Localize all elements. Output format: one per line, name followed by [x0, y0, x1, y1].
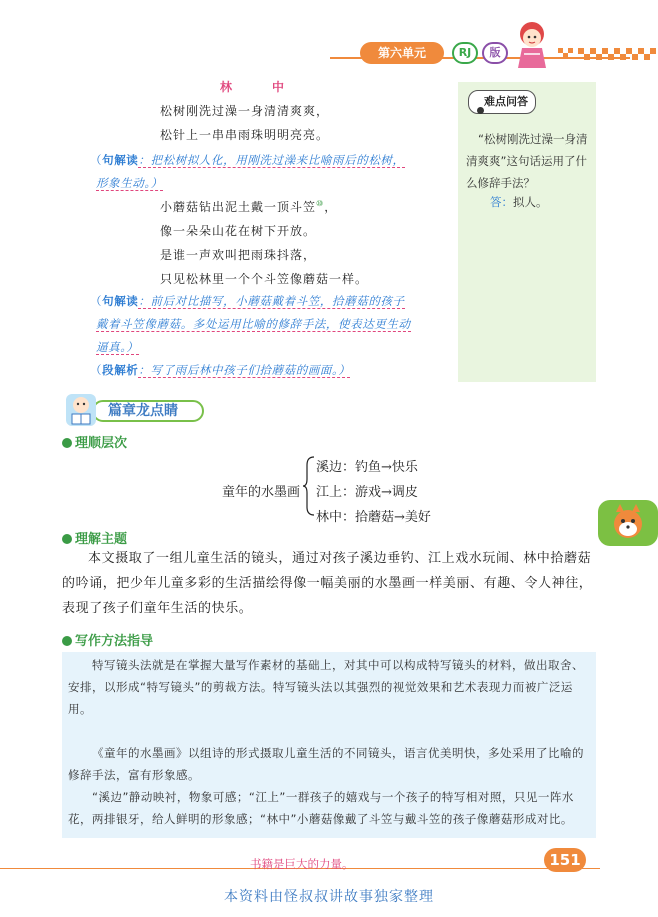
note-label: 段解析 [102, 363, 139, 377]
sentence-note-cont [96, 339, 139, 355]
note-text: 戴着斗笠像蘑菇。多处运用比喻的修辞手法，使表达更生动 [96, 317, 411, 331]
structure-root: 童年的水墨画 [222, 485, 301, 500]
banner-title: 篇章龙点睛 [92, 400, 204, 422]
structure-item: 林中：拾蘑菇→美好 [316, 510, 431, 525]
credit-line: 本资料由怪叔叔讲故事独家整理 [224, 889, 434, 905]
reading-kid-icon [62, 390, 100, 430]
note-text: 形象生动。） [96, 176, 163, 190]
poem-line: 是谁一声欢叫把雨珠抖落， [160, 248, 317, 262]
unit-badge: 第六单元 [360, 42, 444, 64]
poem-line: 松树刚洗过澡一身清清爽爽， [160, 104, 330, 118]
paren: （ [90, 153, 103, 167]
bullet-dot-icon [62, 534, 72, 544]
sidebar-title [468, 90, 536, 114]
sidebar-answer [490, 194, 548, 210]
paren: （ [90, 294, 103, 308]
footnote-mark: ⑩ [316, 199, 325, 208]
bullet-dot-icon [62, 438, 72, 448]
structure-item: 江上：游戏→调皮 [316, 485, 418, 500]
poem-line: 只见松林里一个个斗笠像蘑菇一样。 [160, 272, 369, 286]
subhead-theme [62, 528, 127, 547]
note-label: 句解读 [102, 153, 139, 167]
note-text: 逼真。） [96, 340, 139, 354]
section-banner [62, 390, 212, 430]
qa-sidebar [458, 82, 596, 382]
poem-line [160, 198, 337, 215]
poem-comma: ， [324, 200, 338, 214]
bullet-dot-icon [477, 107, 484, 114]
theme-paragraph: 本文摄取了一组儿童生活的镜头，通过对孩子溪边垂钓、江上戏水玩闹、林中拾蘑菇的吟诵，把少年儿童多彩的生活描绘得像一幅美丽的水墨画一样美丽、有趣、令人神往，表现了孩子们童年生活的快乐。 [62, 551, 593, 616]
edition-ban-badge: 版 [482, 42, 508, 64]
sentence-note [90, 293, 405, 309]
subhead-structure [62, 432, 127, 451]
section-title: 林 中 [220, 80, 299, 94]
answer-text: 拟人。 [513, 195, 548, 209]
poem-line: 像一朵朵山花在树下开放。 [160, 224, 317, 238]
fox-tab-icon [598, 498, 658, 548]
bullet-dot-icon [62, 636, 72, 646]
page-number: 151 [544, 848, 586, 872]
subhead-text: 理顺层次 [75, 436, 128, 451]
answer-label: 答： [490, 195, 513, 209]
subhead-text: 理解主题 [75, 532, 128, 547]
subhead-method [62, 630, 153, 649]
note-text: ：写了雨后林中孩子们拾蘑菇的画面。） [138, 363, 351, 377]
brace-icon [302, 455, 316, 517]
method-paragraph: “溪边”静动映衬，物象可感；“江上”一群孩子的嬉戏与一个孩子的特写相对照，只见一阵水花，两排银牙，给人鲜明的形象感；“林中”小蘑菇像戴了斗笠与戴斗笠的孩子像蘑菇形成对比。 [68, 790, 574, 826]
checker-decoration [558, 42, 658, 62]
note-label: 句解读 [102, 294, 139, 308]
poem-text: 小蘑菇钻出泥土戴一顶斗笠 [160, 200, 317, 214]
footer-quote: 书籍是巨大的力量。 [250, 857, 354, 871]
note-text: ：把松树拟人化，用刚洗过澡来比喻雨后的松树， [138, 153, 405, 167]
poem-line: 松针上一串串雨珠明明亮亮。 [160, 128, 330, 142]
method-paragraph: 《童年的水墨画》以组诗的形式摄取儿童生活的不同镜头，语言优美明快，多处采用了比喻的修辞手法，富有形象感。 [68, 746, 584, 782]
method-box [62, 652, 596, 838]
edition-rj-badge: RJ [452, 42, 478, 64]
paren: （ [90, 363, 103, 377]
note-text: ：前后对比描写，小蘑菇戴着斗笠，拾蘑菇的孩子 [138, 294, 405, 308]
subhead-text: 写作方法指导 [75, 634, 154, 649]
girl-mascot-icon [510, 18, 554, 74]
sentence-note-cont [96, 175, 163, 191]
method-paragraph: 特写镜头法就是在掌握大量写作素材的基础上，对其中可以构成特写镜头的材料，做出取舍、安排，以形成“特写镜头”的剪裁方法。特写镜头法以其强烈的视觉效果和艺术表现力而被广泛运用。 [68, 658, 584, 716]
sentence-note [90, 152, 405, 168]
page-header [0, 0, 658, 78]
structure-item: 溪边：钓鱼→快乐 [316, 460, 418, 475]
sentence-note-cont [96, 316, 411, 332]
sidebar-title-text: 难点问答 [484, 95, 528, 108]
sidebar-question: “松树刚洗过澡一身清清爽爽”这句话运用了什么修辞手法？ [466, 132, 588, 190]
paragraph-note [90, 362, 350, 378]
